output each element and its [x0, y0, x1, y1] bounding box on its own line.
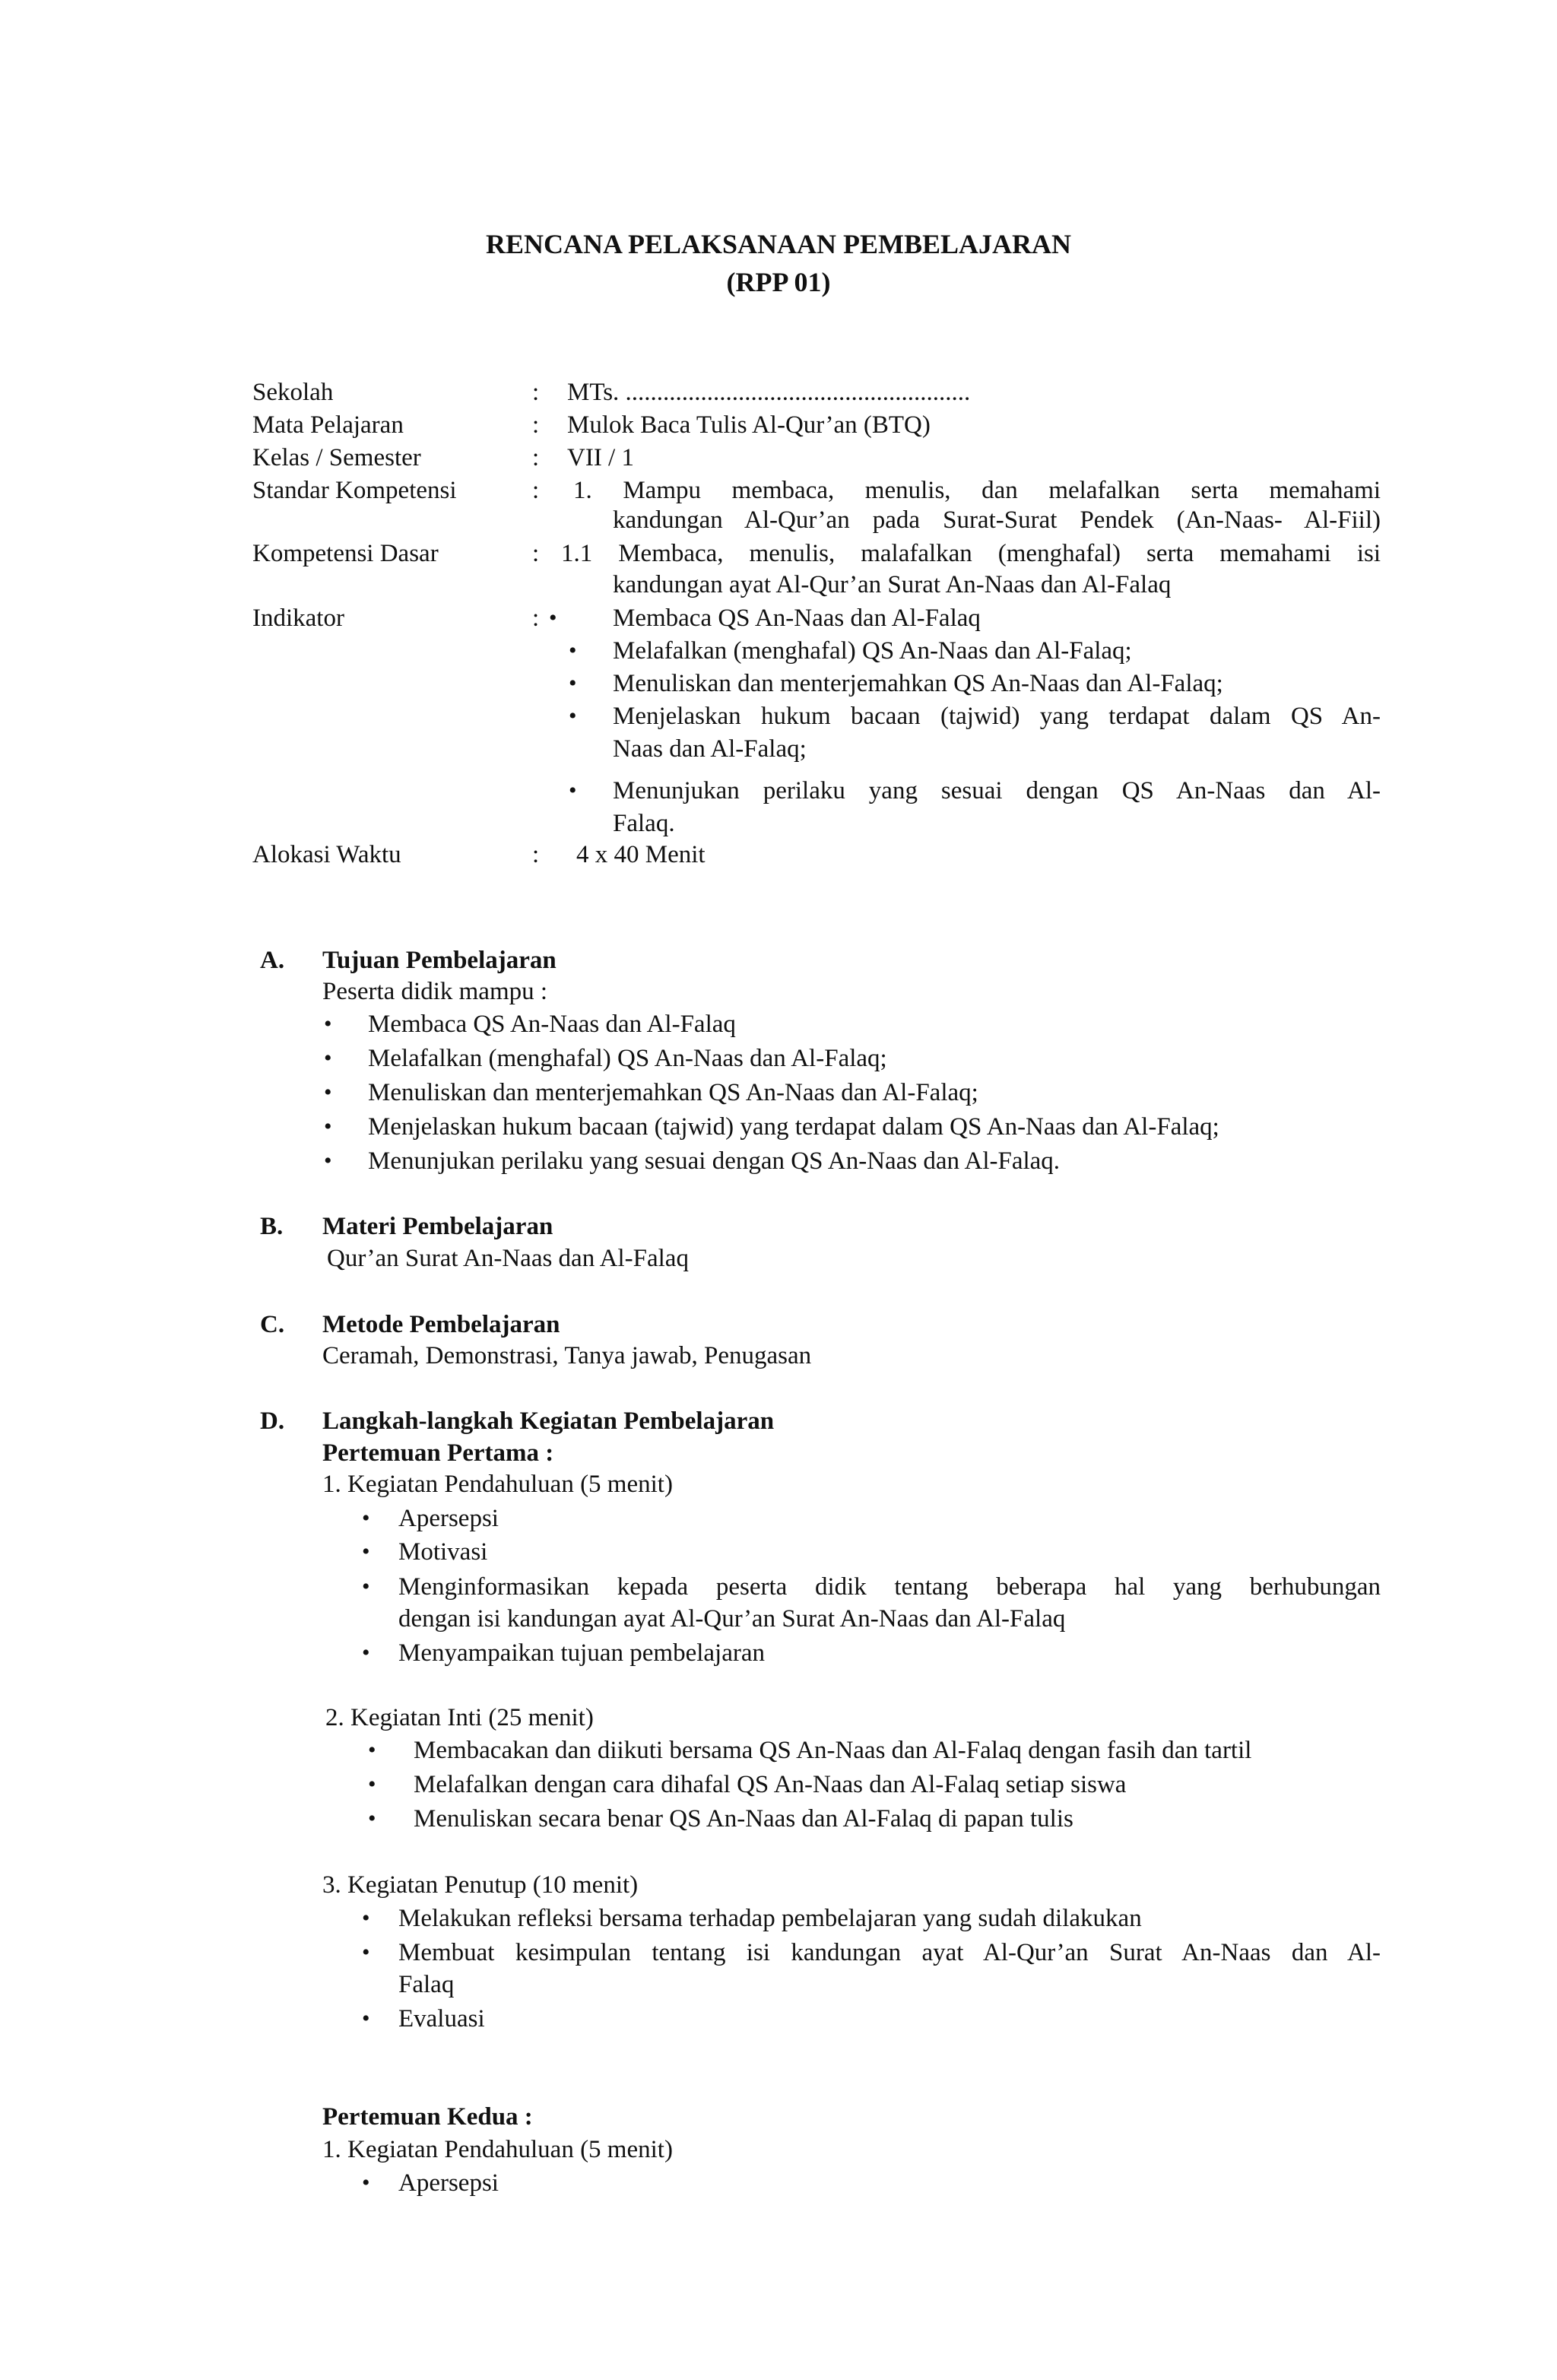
bullet-icon: •	[324, 1080, 332, 1105]
section-a-letter: A.	[260, 947, 285, 974]
indikator-item: Melafalkan (menghafal) QS An-Naas dan Al-Falaq;	[613, 637, 1132, 665]
bullet-icon: •	[324, 1011, 332, 1036]
section-d-heading: Langkah-langkah Kegiatan Pembelajaran	[322, 1407, 775, 1435]
meeting1-step1-item: Menginformasikan kepada peserta didik tentang beberapa hal yang berhubungan	[398, 1573, 1381, 1601]
kd-value-line1: 1.1 Membaca, menulis, malafalkan (menghafal) serta memahami isi	[561, 540, 1381, 567]
indikator-item: Menuliskan dan menterjemahkan QS An-Naas dan Al-Falaq;	[613, 670, 1223, 697]
bullet-icon: •	[362, 1906, 370, 1931]
tujuan-item: Menuliskan dan menterjemahkan QS An-Naas dan Al-Falaq;	[368, 1079, 978, 1106]
section-c-text: Ceramah, Demonstrasi, Tanya jawab, Penugasan	[322, 1342, 812, 1369]
indikator-item-continuation: Falaq.	[613, 810, 675, 837]
bullet-icon: •	[324, 1046, 332, 1071]
meeting1-step2-title: 2. Kegiatan Inti (25 menit)	[325, 1704, 594, 1731]
meeting1-step2-item: Membacakan dan diikuti bersama QS An-Naas dan Al-Falaq dengan fasih dan tartil	[414, 1737, 1252, 1764]
meeting1-step1-title: 1. Kegiatan Pendahuluan (5 menit)	[322, 1471, 673, 1498]
sekolah-value: MTs. .......................................................	[567, 379, 971, 406]
meeting1-title: Pertemuan Pertama :	[322, 1439, 554, 1467]
sekolah-colon: :	[532, 379, 540, 406]
mapel-value: Mulok Baca Tulis Al-Qur’an (BTQ)	[567, 411, 931, 439]
document-title: RENCANA PELAKSANAAN PEMBELAJARAN	[485, 229, 1072, 259]
tujuan-item: Membaca QS An-Naas dan Al-Falaq	[368, 1011, 736, 1038]
tujuan-item: Melafalkan (menghafal) QS An-Naas dan Al-Falaq;	[368, 1045, 887, 1072]
kd-colon: :	[532, 540, 540, 567]
section-b-heading: Materi Pembelajaran	[322, 1213, 553, 1240]
bullet-icon: •	[324, 1114, 332, 1139]
bullet-icon: •	[362, 1574, 370, 1599]
alokasi-label: Alokasi Waktu	[252, 841, 401, 868]
indikator-item: Membaca QS An-Naas dan Al-Falaq	[613, 605, 981, 632]
bullet-icon: •	[362, 1506, 370, 1531]
sk-value-line2: kandungan Al-Qur’an pada Surat-Surat Pendek (An-Naas- Al-Fiil)	[613, 506, 1381, 534]
meeting1-step3-item: Melakukan refleksi bersama terhadap pembelajaran yang sudah dilakukan	[398, 1905, 1142, 1932]
sk-colon: :	[532, 477, 540, 504]
bullet-icon: •	[549, 605, 557, 630]
bullet-icon: •	[368, 1806, 376, 1831]
kd-label: Kompetensi Dasar	[252, 540, 439, 567]
meeting2-title: Pertemuan Kedua :	[322, 2103, 533, 2131]
meeting1-step1-item-continuation: dengan isi kandungan ayat Al-Qur’an Surat An-Naas dan Al-Falaq	[398, 1605, 1066, 1633]
mapel-label: Mata Pelajaran	[252, 411, 404, 439]
bullet-icon: •	[362, 2170, 370, 2195]
meeting1-step1-item: Menyampaikan tujuan pembelajaran	[398, 1639, 765, 1667]
section-a-intro: Peserta didik mampu :	[322, 978, 548, 1005]
alokasi-value: 4 x 40 Menit	[576, 841, 706, 868]
indikator-item-continuation: Naas dan Al-Falaq;	[613, 735, 807, 763]
meeting1-step2-item: Melafalkan dengan cara dihafal QS An-Naas dan Al-Falaq setiap siswa	[414, 1771, 1127, 1798]
tujuan-item: Menjelaskan hukum bacaan (tajwid) yang terdapat dalam QS An-Naas dan Al-Falaq;	[368, 1113, 1219, 1141]
section-b-letter: B.	[260, 1213, 284, 1240]
section-c-letter: C.	[260, 1311, 285, 1338]
meeting1-step1-item: Motivasi	[398, 1538, 488, 1566]
meeting1-step3-item: Membuat kesimpulan tentang isi kandungan ayat Al-Qur’an Surat An-Naas dan Al-	[398, 1939, 1381, 1966]
meeting1-step1-item: Apersepsi	[398, 1505, 499, 1532]
bullet-icon: •	[569, 703, 577, 728]
bullet-icon: •	[362, 1940, 370, 1965]
bullet-icon: •	[368, 1737, 376, 1763]
meeting1-step3-item: Evaluasi	[398, 2005, 485, 2033]
tujuan-item: Menunjukan perilaku yang sesuai dengan QS An-Naas dan Al-Falaq.	[368, 1147, 1061, 1175]
bullet-icon: •	[324, 1148, 332, 1173]
document-subtitle: (RPP 01)	[726, 267, 831, 297]
section-b-text: Qur’an Surat An-Naas dan Al-Falaq	[327, 1245, 689, 1272]
kelas-value: VII / 1	[567, 444, 634, 471]
sk-label: Standar Kompetensi	[252, 477, 457, 504]
mapel-colon: :	[532, 411, 540, 439]
indikator-item: Menjelaskan hukum bacaan (tajwid) yang terdapat dalam QS An-	[613, 703, 1381, 730]
sk-value-line1: 1. Mampu membaca, menulis, dan melafalkan serta memahami	[573, 477, 1381, 504]
bullet-icon: •	[362, 1640, 370, 1665]
indikator-item: Menunjukan perilaku yang sesuai dengan QS An-Naas dan Al-	[613, 777, 1381, 804]
meeting1-step3-title: 3. Kegiatan Penutup (10 menit)	[322, 1871, 639, 1899]
bullet-icon: •	[362, 1539, 370, 1564]
section-a-heading: Tujuan Pembelajaran	[322, 947, 557, 974]
alokasi-colon: :	[532, 841, 540, 868]
meeting2-step1-item: Apersepsi	[398, 2169, 499, 2197]
meeting2-step1-title: 1. Kegiatan Pendahuluan (5 menit)	[322, 2136, 673, 2163]
sekolah-label: Sekolah	[252, 379, 334, 406]
kelas-colon: :	[532, 444, 540, 471]
meeting1-step3-item-continuation: Falaq	[398, 1971, 455, 1998]
bullet-icon: •	[368, 1772, 376, 1797]
meeting1-step2-item: Menuliskan secara benar QS An-Naas dan Al-Falaq di papan tulis	[414, 1805, 1073, 1833]
section-c-heading: Metode Pembelajaran	[322, 1311, 560, 1338]
section-d-letter: D.	[260, 1407, 285, 1435]
bullet-icon: •	[569, 778, 577, 803]
indikator-colon: :	[532, 605, 540, 632]
kelas-label: Kelas / Semester	[252, 444, 421, 471]
indikator-label: Indikator	[252, 605, 344, 632]
bullet-icon: •	[362, 2006, 370, 2031]
bullet-icon: •	[569, 638, 577, 663]
bullet-icon: •	[569, 671, 577, 696]
kd-value-line2: kandungan ayat Al-Qur’an Surat An-Naas dan Al-Falaq	[613, 571, 1172, 598]
